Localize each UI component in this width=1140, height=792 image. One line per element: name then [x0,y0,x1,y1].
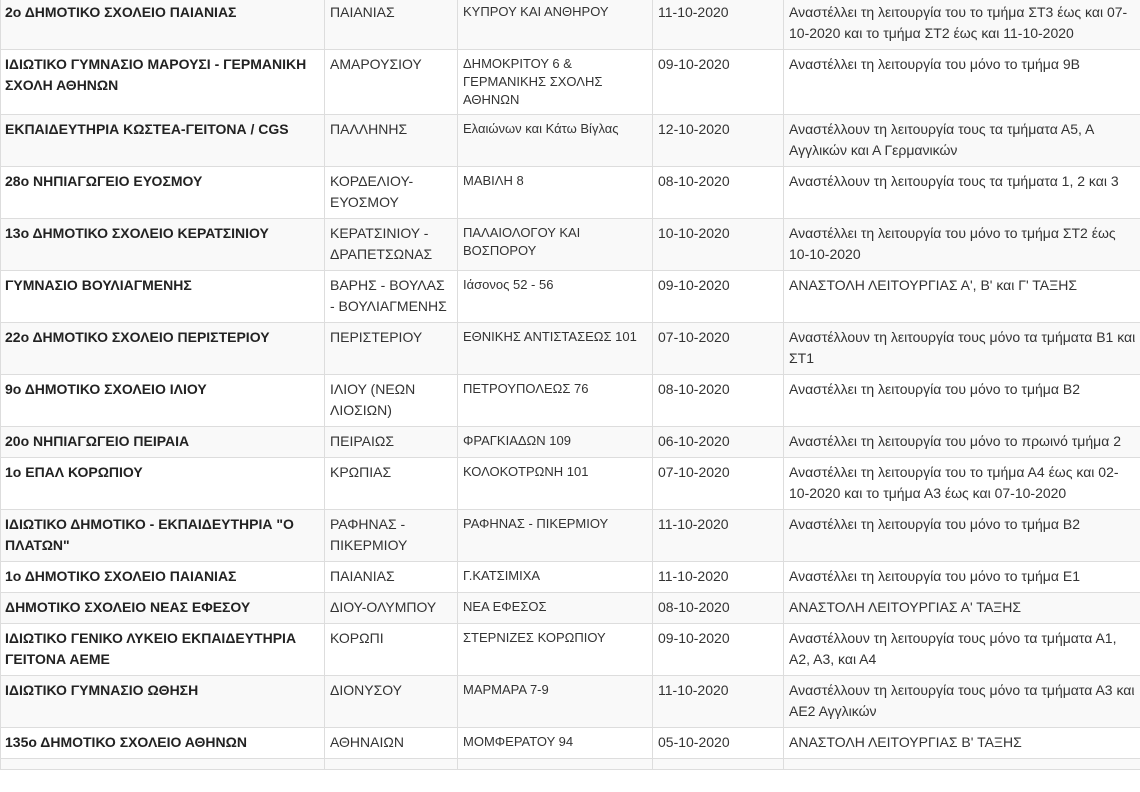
table-row [1,458,1140,510]
date-cell: 08-10-2020 [653,593,784,624]
school-name-cell: 9ο ΔΗΜΟΤΙΚΟ ΣΧΟΛΕΙΟ ΙΛΙΟΥ [1,375,325,427]
note-cell: Αναστέλλουν τη λειτουργία τους μόνο τα τμήματα Α3 και ΑΕ2 Αγγλικών [784,676,1140,728]
municipality-cell: ΑΘΗΝΑΙΩΝ [325,728,458,759]
municipality-cell: ΠΑΛΛΗΝΗΣ [325,115,458,167]
municipality-cell: ΑΜΑΡΟΥΣΙΟΥ [325,50,458,115]
note-cell [784,759,1140,770]
address-cell: Γ.ΚΑΤΣΙΜΙΧΑ [458,562,653,593]
date-cell [653,759,784,770]
note-cell: Αναστέλλουν τη λειτουργία τους μόνο τα τμήματα Α1, Α2, Α3, και Α4 [784,624,1140,676]
note-cell: Αναστέλλει τη λειτουργία του μόνο το τμήμα Β2 [784,510,1140,562]
school-name-cell: ΕΚΠΑΙΔΕΥΤΗΡΙΑ ΚΩΣΤΕΑ-ΓΕΙΤΟΝΑ / CGS [1,115,325,167]
date-cell: 07-10-2020 [653,323,784,375]
table-row [1,271,1140,323]
date-cell: 08-10-2020 [653,375,784,427]
municipality-cell: ΚΟΡΩΠΙ [325,624,458,676]
municipality-cell: ΠΑΙΑΝΙΑΣ [325,562,458,593]
school-name-cell: 1ο ΕΠΑΛ ΚΟΡΩΠΙΟΥ [1,458,325,510]
note-cell: Αναστέλλει τη λειτουργία του το τμήμα Α4 έως και 02-10-2020 και το τμήμα Α3 έως και 07-10-2020 [784,458,1140,510]
table-row [1,115,1140,167]
school-name-cell: ΙΔΙΩΤΙΚΟ ΓΥΜΝΑΣΙΟ ΩΘΗΣΗ [1,676,325,728]
municipality-cell: ΙΛΙΟΥ (ΝΕΩΝ ΛΙΟΣΙΩΝ) [325,375,458,427]
table-row [1,728,1140,759]
municipality-cell: ΡΑΦΗΝΑΣ - ΠΙΚΕΡΜΙΟΥ [325,510,458,562]
municipality-cell: ΠΕΙΡΑΙΩΣ [325,427,458,458]
date-cell: 11-10-2020 [653,510,784,562]
municipality-cell [325,759,458,770]
municipality-cell: ΚΕΡΑΤΣΙΝΙΟΥ - ΔΡΑΠΕΤΣΩΝΑΣ [325,219,458,271]
school-name-cell: 135ο ΔΗΜΟΤΙΚΟ ΣΧΟΛΕΙΟ ΑΘΗΝΩΝ [1,728,325,759]
address-cell: ΜΑΒΙΛΗ 8 [458,167,653,219]
table-row [1,510,1140,562]
school-name-cell: 22ο ΔΗΜΟΤΙΚΟ ΣΧΟΛΕΙΟ ΠΕΡΙΣΤΕΡΙΟΥ [1,323,325,375]
address-cell: ΠΕΤΡΟΥΠΟΛΕΩΣ 76 [458,375,653,427]
date-cell: 11-10-2020 [653,676,784,728]
date-cell: 12-10-2020 [653,115,784,167]
address-cell: Ιάσονος 52 - 56 [458,271,653,323]
address-cell: ΡΑΦΗΝΑΣ - ΠΙΚΕΡΜΙΟΥ [458,510,653,562]
date-cell: 05-10-2020 [653,728,784,759]
date-cell: 09-10-2020 [653,624,784,676]
table-row [1,167,1140,219]
table-body [1,0,1140,770]
municipality-cell: ΚΟΡΔΕΛΙΟΥ-ΕΥΟΣΜΟΥ [325,167,458,219]
table-row [1,759,1140,770]
table-row [1,593,1140,624]
address-cell: ΝΕΑ ΕΦΕΣΟΣ [458,593,653,624]
note-cell: ΑΝΑΣΤΟΛΗ ΛΕΙΤΟΥΡΓΙΑΣ Β' ΤΑΞΗΣ [784,728,1140,759]
school-name-cell: 20ο ΝΗΠΙΑΓΩΓΕΙΟ ΠΕΙΡΑΙΑ [1,427,325,458]
school-name-cell: ΓΥΜΝΑΣΙΟ ΒΟΥΛΙΑΓΜΕΝΗΣ [1,271,325,323]
note-cell: Αναστέλλουν τη λειτουργία τους τα τμήματα 1, 2 και 3 [784,167,1140,219]
note-cell: Αναστέλλει τη λειτουργία του μόνο το τμήμα Β2 [784,375,1140,427]
municipality-cell: ΔΙΟΥ-ΟΛΥΜΠΟΥ [325,593,458,624]
table-row [1,562,1140,593]
note-cell: ΑΝΑΣΤΟΛΗ ΛΕΙΤΟΥΡΓΙΑΣ Α' ΤΑΞΗΣ [784,593,1140,624]
table-row [1,50,1140,115]
address-cell: ΜΟΜΦΕΡΑΤΟΥ 94 [458,728,653,759]
date-cell: 08-10-2020 [653,167,784,219]
municipality-cell: ΔΙΟΝΥΣΟΥ [325,676,458,728]
note-cell: Αναστέλλει τη λειτουργία του μόνο το τμήμα Ε1 [784,562,1140,593]
address-cell: ΠΑΛΑΙΟΛΟΓΟΥ ΚΑΙ ΒΟΣΠΟΡΟΥ [458,219,653,271]
address-cell: ΜΑΡΜΑΡΑ 7-9 [458,676,653,728]
school-name-cell: 28ο ΝΗΠΙΑΓΩΓΕΙΟ ΕΥΟΣΜΟΥ [1,167,325,219]
date-cell: 11-10-2020 [653,562,784,593]
address-cell: Ελαιώνων και Κάτω Βίγλας [458,115,653,167]
address-cell: ΕΘΝΙΚΗΣ ΑΝΤΙΣΤΑΣΕΩΣ 101 [458,323,653,375]
note-cell: Αναστέλλει τη λειτουργία του μόνο το τμήμα ΣΤ2 έως 10-10-2020 [784,219,1140,271]
school-name-cell: 1ο ΔΗΜΟΤΙΚΟ ΣΧΟΛΕΙΟ ΠΑΙΑΝΙΑΣ [1,562,325,593]
school-name-cell: ΙΔΙΩΤΙΚΟ ΔΗΜΟΤΙΚΟ - ΕΚΠΑΙΔΕΥΤΗΡΙΑ "Ο ΠΛΑΤΩΝ" [1,510,325,562]
address-cell: ΚΟΛΟΚΟΤΡΩΝΗ 101 [458,458,653,510]
table-row [1,676,1140,728]
date-cell: 07-10-2020 [653,458,784,510]
note-cell: Αναστέλλουν τη λειτουργία τους τα τμήματα Α5, Α Αγγλικών και Α Γερμανικών [784,115,1140,167]
table-row [1,219,1140,271]
municipality-cell: ΚΡΩΠΙΑΣ [325,458,458,510]
date-cell: 09-10-2020 [653,271,784,323]
school-name-cell: ΙΔΙΩΤΙΚΟ ΓΥΜΝΑΣΙΟ ΜΑΡΟΥΣΙ - ΓΕΡΜΑΝΙΚΗ ΣΧΟΛΗ ΑΘΗΝΩΝ [1,50,325,115]
municipality-cell: ΒΑΡΗΣ - ΒΟΥΛΑΣ - ΒΟΥΛΙΑΓΜΕΝΗΣ [325,271,458,323]
note-cell: Αναστέλλει τη λειτουργία του μόνο το τμήμα 9Β [784,50,1140,115]
date-cell: 06-10-2020 [653,427,784,458]
school-name-cell [1,759,325,770]
table-row [1,427,1140,458]
municipality-cell: ΠΑΙΑΝΙΑΣ [325,0,458,50]
address-cell [458,759,653,770]
table-row [1,624,1140,676]
municipality-cell: ΠΕΡΙΣΤΕΡΙΟΥ [325,323,458,375]
date-cell: 10-10-2020 [653,219,784,271]
address-cell: ΦΡΑΓΚΙΑΔΩΝ 109 [458,427,653,458]
note-cell: Αναστέλλουν τη λειτουργία τους μόνο τα τμήματα Β1 και ΣΤ1 [784,323,1140,375]
note-cell: Αναστέλλει τη λειτουργία του μόνο το πρωινό τμήμα 2 [784,427,1140,458]
table-row [1,323,1140,375]
school-name-cell: ΔΗΜΟΤΙΚΟ ΣΧΟΛΕΙΟ ΝΕΑΣ ΕΦΕΣΟΥ [1,593,325,624]
school-name-cell: ΙΔΙΩΤΙΚΟ ΓΕΝΙΚΟ ΛΥΚΕΙΟ ΕΚΠΑΙΔΕΥΤΗΡΙΑ ΓΕΙΤΟΝΑ ΑΕΜΕ [1,624,325,676]
date-cell: 09-10-2020 [653,50,784,115]
table-row [1,0,1140,50]
address-cell: ΚΥΠΡΟΥ ΚΑΙ ΑΝΘΗΡΟΥ [458,0,653,50]
school-name-cell: 13ο ΔΗΜΟΤΙΚΟ ΣΧΟΛΕΙΟ ΚΕΡΑΤΣΙΝΙΟΥ [1,219,325,271]
address-cell: ΣΤΕΡΝΙΖΕΣ ΚΟΡΩΠΙΟΥ [458,624,653,676]
table-row [1,375,1140,427]
date-cell: 11-10-2020 [653,0,784,50]
note-cell: ΑΝΑΣΤΟΛΗ ΛΕΙΤΟΥΡΓΙΑΣ Α', Β' και Γ' ΤΑΞΗΣ [784,271,1140,323]
school-name-cell: 2ο ΔΗΜΟΤΙΚΟ ΣΧΟΛΕΙΟ ΠΑΙΑΝΙΑΣ [1,0,325,50]
note-cell: Αναστέλλει τη λειτουργία του το τμήμα ΣΤ3 έως και 07-10-2020 και το τμήμα ΣΤ2 έως και 11-10-2020 [784,0,1140,50]
address-cell: ΔΗΜΟΚΡΙΤΟΥ 6 & ΓΕΡΜΑΝΙΚΗΣ ΣΧΟΛΗΣ ΑΘΗΝΩΝ [458,50,653,115]
